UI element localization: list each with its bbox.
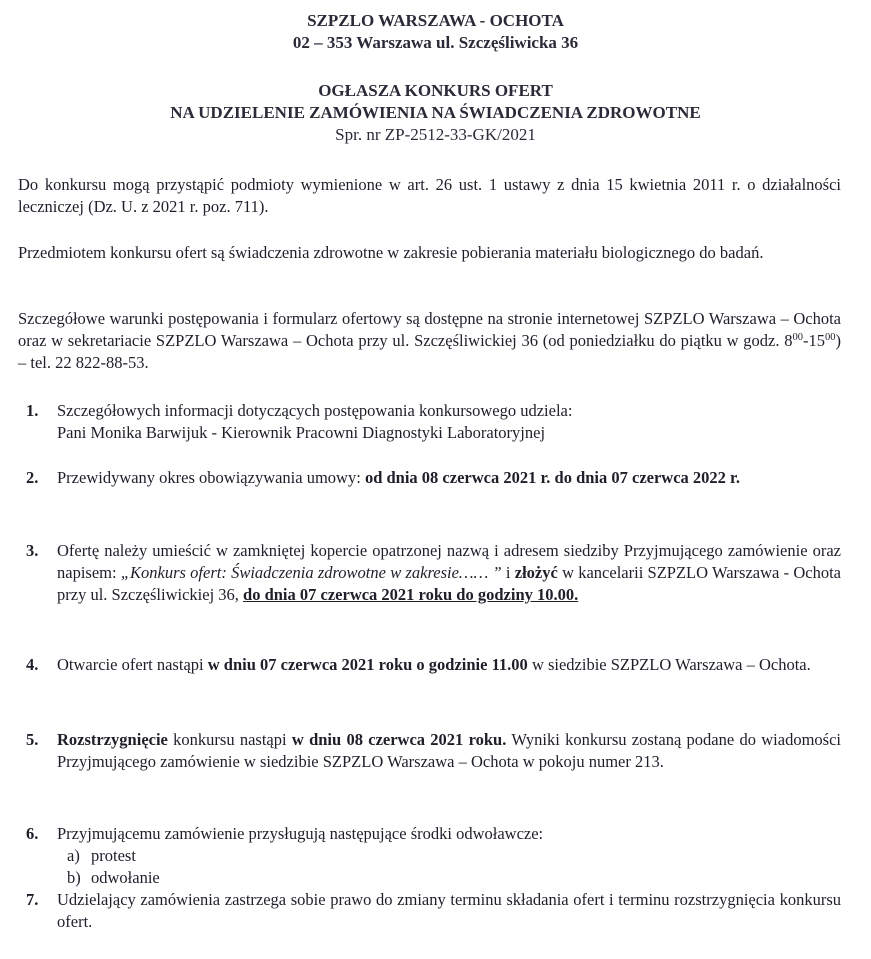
submit-word: złożyć <box>514 563 558 582</box>
resolution-word: Rozstrzygnięcie <box>57 730 168 749</box>
item-text: Otwarcie ofert nastąpi <box>57 655 208 674</box>
header-announcement <box>0 80 871 146</box>
item-text: Wyniki konkursu zostaną podane do wiadomości Przyjmującego zamówienie w siedzibie SZPZLO Warszawa – Ochota w pokoju numer 213. <box>57 730 841 771</box>
item-number: 5. <box>26 730 39 749</box>
item-text: Przyjmującemu zamówienie przysługują następujące środki odwoławcze: <box>57 824 544 843</box>
list-item <box>26 823 841 889</box>
item-body <box>57 467 841 489</box>
opening-date: w dniu 07 czerwca 2021 roku o godzinie 11.00 <box>207 655 528 674</box>
paragraph-subject: Przedmiotem konkursu ofert są świadczenia zdrowotne w zakresie pobierania materiału biologicznego do badań. <box>18 243 764 262</box>
item-number: 2. <box>26 468 39 487</box>
conditions-text-b: ) – tel. 22 822-88-53. <box>18 331 841 372</box>
paragraph-conditions <box>18 308 841 374</box>
item-text: w kancelarii SZPZLO Warszawa - Ochota przy ul. Szczęśliwickiej 36, <box>57 563 841 604</box>
item-text: konkursu nastąpi <box>167 730 292 749</box>
appeal-measures-list <box>67 845 841 889</box>
item-body <box>57 823 841 889</box>
item-number: 3. <box>26 541 39 560</box>
item-number: 6. <box>26 824 39 843</box>
item-text: w siedzibie SZPZLO Warszawa – Ochota. <box>527 655 811 674</box>
item-body: Udzielający zamówienia zastrzega sobie prawo do zmiany terminu składania ofert i terminu rozstrzygnięcia konkursu ofert. <box>57 890 841 931</box>
item-number: 7. <box>26 890 39 909</box>
item-number: 4. <box>26 655 39 674</box>
item-text: Przewidywany okres obowiązywania umowy: <box>57 468 365 487</box>
sub-item-label: a) <box>67 846 80 865</box>
organization-name: SZPZLO WARSZAWA - OCHOTA <box>307 11 564 30</box>
item-body <box>57 540 841 606</box>
envelope-inscription: „Konkurs ofert: Świadczenia zdrowotne w zakresie…… ” <box>120 563 502 582</box>
item-body <box>57 729 841 773</box>
paragraph-eligibility: Do konkursu mogą przystąpić podmioty wymienione w art. 26 ust. 1 ustawy z dnia 15 kwietnia 2011 r. o działalności leczniczej (Dz. U. z 2021 r. poz. 711). <box>18 175 841 216</box>
item-body <box>57 654 841 676</box>
reference-number: Spr. nr ZP-2512-33-GK/2021 <box>335 125 536 144</box>
list-item <box>26 540 841 606</box>
item-text: Ofertę należy umieścić w zamkniętej kopercie opatrzonej nazwą i adresem siedziby Przyjmującego zamówienie oraz napisem: <box>57 541 841 582</box>
submission-deadline: do dnia 07 czerwca 2021 roku do godziny 10.00. <box>243 585 579 604</box>
sub-item-text: odwołanie <box>91 868 160 887</box>
list-item <box>26 654 841 676</box>
hours-superscript-end: 00 <box>825 332 836 343</box>
sub-list-item <box>67 845 841 867</box>
list-item <box>26 889 841 933</box>
item-text: i <box>501 563 515 582</box>
header-organization <box>0 10 871 54</box>
conditions-text-a: Szczegółowe warunki postępowania i formularz ofertowy są dostępne na stronie internetowej SZPZLO Warszawa – Ochota oraz w sekretariacie SZPZLO Warszawa – Ochota przy ul. Szczęśliwickiej 36 (od poniedziałku do piątku w godz. 8 <box>18 309 841 350</box>
conditions-text-mid: -15 <box>803 331 825 350</box>
announcement-title-line1: OGŁASZA KONKURS OFERT <box>318 81 553 100</box>
resolution-date: w dniu 08 czerwca 2021 roku. <box>291 730 507 749</box>
organization-address: 02 – 353 Warszawa ul. Szczęśliwicka 36 <box>292 33 579 52</box>
item-text: Szczegółowych informacji dotyczących postępowania konkursowego udziela: <box>57 401 573 420</box>
contract-period: od dnia 08 czerwca 2021 r. do dnia 07 czerwca 2022 r. <box>364 468 740 487</box>
list-item <box>26 400 841 444</box>
hours-superscript-start: 00 <box>792 332 803 343</box>
sub-item-label: b) <box>67 868 81 887</box>
announcement-title-line2: NA UDZIELENIE ZAMÓWIENIA NA ŚWIADCZENIA ZDROWOTNE <box>170 103 701 122</box>
sub-item-text: protest <box>91 846 136 865</box>
item-body <box>57 400 841 444</box>
sub-list-item <box>67 867 841 889</box>
list-item <box>26 729 841 773</box>
item-number: 1. <box>26 401 39 420</box>
item-text-contact: Pani Monika Barwijuk - Kierownik Pracowni Diagnostyki Laboratoryjnej <box>57 423 546 442</box>
list-item <box>26 467 841 489</box>
